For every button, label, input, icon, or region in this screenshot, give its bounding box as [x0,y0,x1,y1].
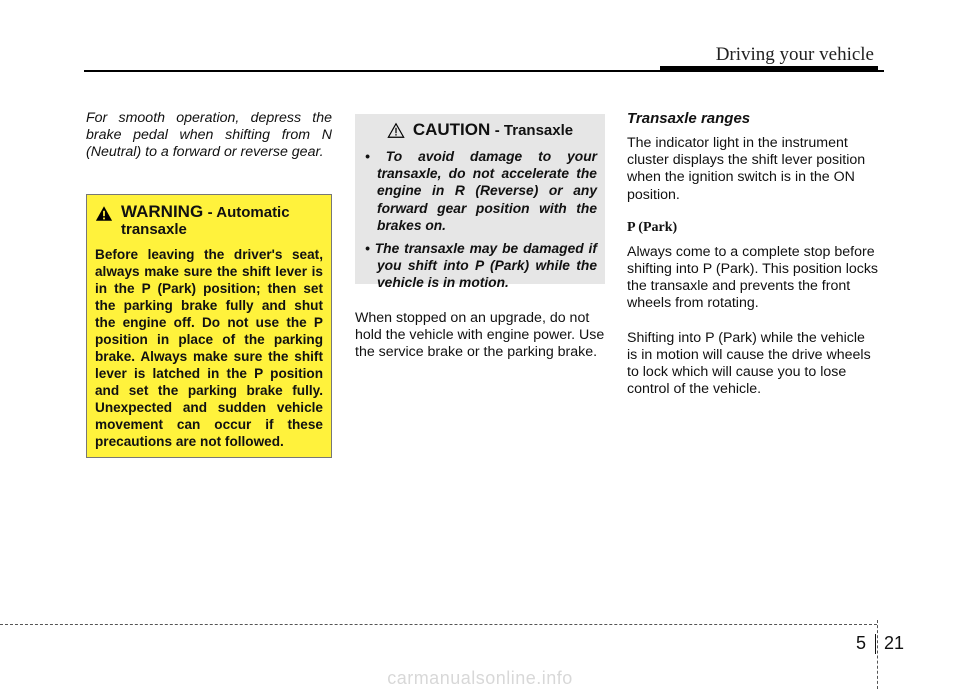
watermark: carmanualsonline.info [387,668,573,688]
caution-item: • To avoid damage to your transaxle, do not accelerate the engine in R (Reverse) or any forward gear position with the brakes on. [365,149,597,233]
caution-heading [363,120,597,140]
warning-topic: - Automatic transaxle [121,204,290,238]
chapter-header-title: Driving your vehicle [715,44,874,65]
warning-text: Before leaving the driver's seat, always make sure the shift lever is in the P (Park) position; then set the parking brake fully and shut the engine off. Do not use the P position in place of the parking brake. Always make sure the shift lever is latched in the P position and set the parking brake fully. Unexpected and sudden vehicle movement can occur if these precautions are not followed. [95,247,323,449]
caution-topic: - Transaxle [494,122,574,139]
column-middle [355,310,605,362]
caution-label: CAUTION [412,120,491,139]
column-right [627,110,879,398]
warning-heading [95,203,323,238]
caution-box [355,114,605,291]
upgrade-paragraph: When stopped on an upgrade, do not hold the vehicle with engine power. Use the service brake or the parking brake. [355,310,605,361]
page-number: 21 [884,633,905,653]
intro-paragraph: For smooth operation, depress the brake pedal when shifting from N (Neutral) to a forward or reverse gear. [86,110,332,161]
park-paragraph-2: Shifting into P (Park) while the vehicle is in motion will cause the drive wheels to lock which will cause you to lose control of the vehicle. [627,329,871,398]
footer-dashed-line [0,624,877,625]
park-subtitle: P (Park) [627,219,678,235]
section-title: Transaxle ranges [627,110,751,127]
header-rule-accent [660,66,878,72]
chapter-number: 5 [856,633,867,653]
caution-list [363,148,597,292]
warning-box [86,194,332,458]
caution-item: • The transaxle may be damaged if you shift into P (Park) while the vehicle is in motion. [365,241,597,291]
warning-triangle-icon [95,205,113,222]
park-paragraph-1: Always come to a complete stop before shifting into P (Park). This position locks the transaxle and prevents the front wheels from rotating. [627,243,879,312]
column-left [86,110,332,162]
indicator-paragraph: The indicator light in the instrument cluster displays the shift lever position when the ignition switch is in the ON position. [627,135,866,203]
page-number-separator [875,634,876,654]
warning-label: WARNING [121,202,204,221]
caution-triangle-icon [387,122,405,139]
